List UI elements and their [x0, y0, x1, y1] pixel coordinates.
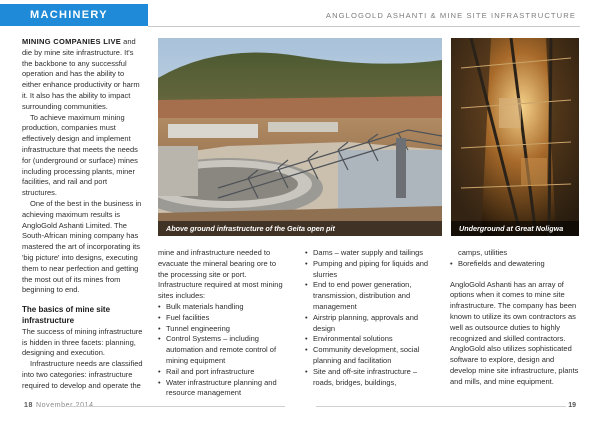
paragraph-2: To achieve maximum mining production, companies must effectively design and implement infrastructure that meets the needs for (underground or surface) mines including processing plants, miner facilities, and rail and port structures.: [22, 112, 138, 198]
column-2-intro: mine and infrastructure needed to evacuate the mineral bearing ore to the processing site or port. Infrastructure required at most mining sites includes:: [158, 248, 283, 301]
continued-line: camps, utilities: [458, 248, 508, 257]
footer-rule-right: [316, 406, 566, 407]
paragraph-5: Infrastructure needs are classified into two categories: infrastructure required to develop and operate the: [22, 359, 143, 390]
list-item: • Fuel facilities: [158, 313, 288, 324]
list-item: • Borefields and dewatering: [450, 259, 580, 270]
column-1: [22, 37, 144, 392]
header-rule: [148, 26, 580, 27]
underground-shaft-image: [451, 38, 579, 236]
issue-date: November 2014: [36, 402, 94, 409]
list-item: • Rail and port infrastructure: [158, 367, 288, 378]
page-number-right: 19: [568, 402, 576, 409]
paragraph-4: The success of mining infrastructure is hidden in three facets: planning, designing and execution.: [22, 326, 143, 358]
infrastructure-list-2: [305, 248, 433, 388]
running-head: ANGLOGOLD ASHANTI & MINE SITE INFRASTRUCTURE: [325, 11, 576, 20]
list-item: • End to end power generation, transmission, distribution and management: [305, 280, 433, 312]
mine-plant-image: [158, 38, 442, 236]
photo-geita-open-pit: [158, 38, 442, 236]
list-item: • Bulk materials handling: [158, 302, 288, 313]
list-item: • Community development, social planning and facilitation: [305, 345, 433, 367]
column-3: [305, 248, 433, 388]
list-item: • Control Systems – including automation and remote control of mining equipment: [158, 334, 288, 366]
column-2: [158, 248, 288, 399]
column-4: [450, 248, 580, 388]
lead-in: MINING COMPANIES LIVE: [22, 37, 122, 46]
footer-rule-left: [65, 406, 285, 407]
photo-great-noligwa: [451, 38, 579, 236]
list-item: • Tunnel engineering: [158, 324, 288, 335]
subheading: The basics of mine site infrastructure: [22, 305, 111, 325]
list-item: • Environmental solutions: [305, 334, 433, 345]
list-item: • Airstrip planning, approvals and design: [305, 313, 433, 335]
paragraph-3: One of the best in the business in achieving maximum results is AngloGold Ashanti Limited. The South-African mining company has mastered the art of incorporating its 'big picture' into designs, executing them to near perfection and getting the most out of its mines from beginning to end.: [22, 198, 142, 295]
section-tag: MACHINERY: [0, 4, 148, 26]
list-item: • Dams – water supply and tailings: [305, 248, 433, 259]
infrastructure-list-3: [450, 259, 580, 270]
paragraph-anglogold-options: AngloGold Ashanti has an array of options when it comes to mine site infrastructure. The company has been known to utilize its own contractors as well as outsource duties to highly recognized and skilled contractors. AngloGold also utilizes sophisticated software to explore, design and develop mine site infrastructure, plants and mills, and mine equipment.: [450, 279, 579, 386]
infrastructure-list-1: [158, 302, 288, 399]
page-number-left: 18: [24, 402, 33, 409]
photo-caption-right: Underground at Great Noligwa: [451, 221, 579, 236]
list-item: • Water infrastructure planning and resource management: [158, 378, 288, 400]
paragraph-1: MINING COMPANIES LIVE and die by mine site infrastructure. It's the backbone to any successful operation and has the ability to either enhance productivity or harm it. It also has the ability to impact surrounding communities.: [22, 37, 140, 111]
photo-caption-left: Above ground infrastructure of the Geita open pit: [158, 221, 442, 236]
list-item: • Pumping and piping for liquids and slurries: [305, 259, 433, 281]
list-item: • Site and off-site infrastructure – roads, bridges, buildings,: [305, 367, 433, 389]
